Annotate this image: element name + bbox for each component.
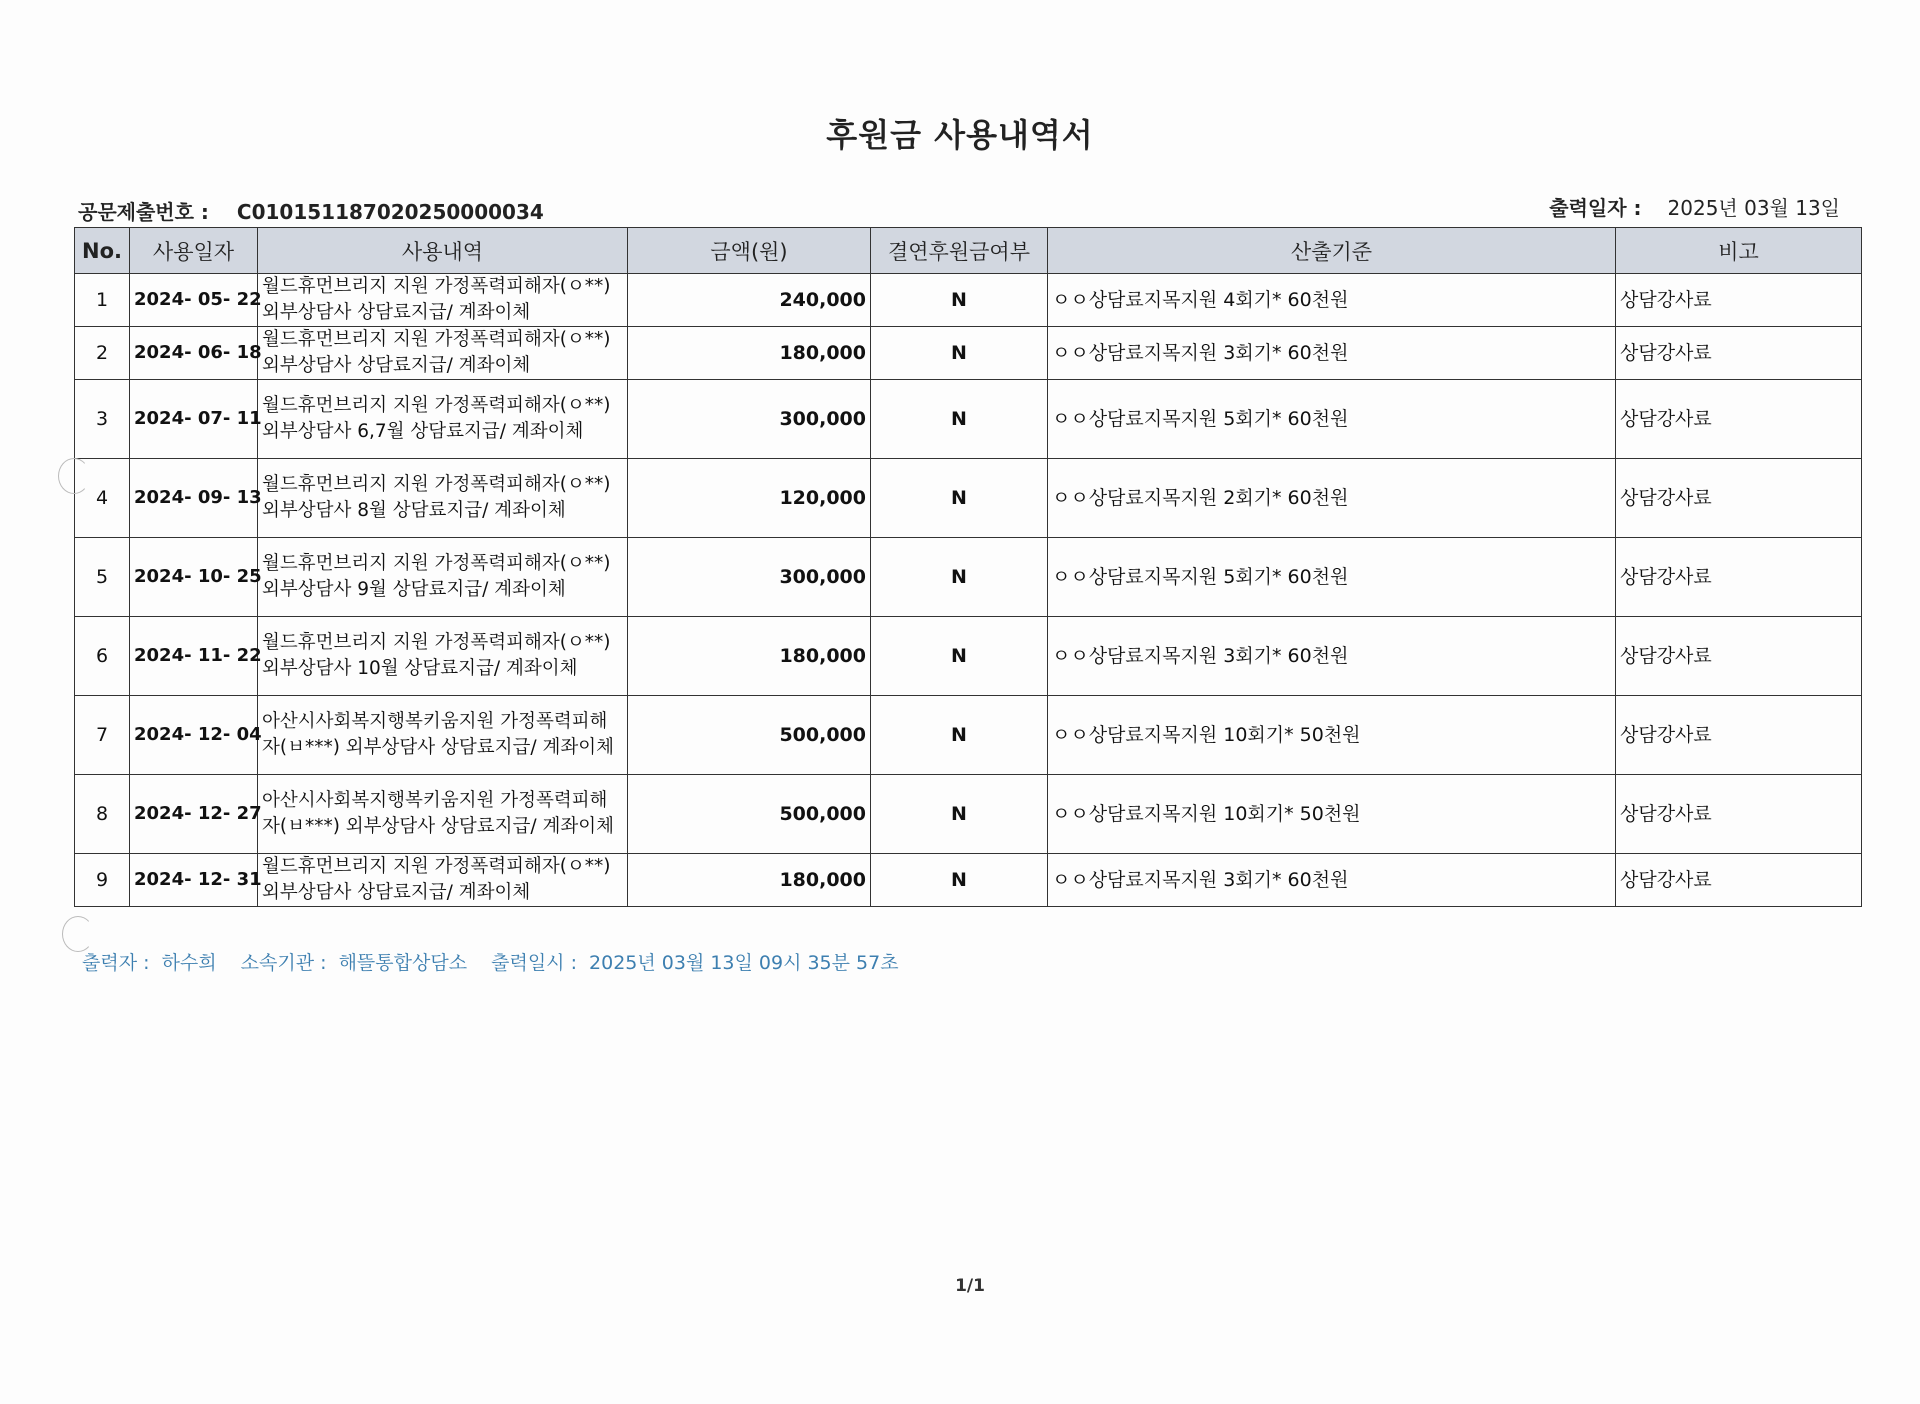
- org-label: 소속기관 :: [240, 952, 327, 974]
- table-row: [75, 854, 1862, 907]
- cell-no: 9: [75, 854, 130, 907]
- cell-amount: 300,000: [628, 380, 871, 459]
- cell-date: 2024- 11- 22: [130, 617, 258, 696]
- printer-label: 출력자 :: [82, 952, 150, 974]
- col-header-note: 비고: [1616, 228, 1862, 274]
- cell-amount: 300,000: [628, 538, 871, 617]
- cell-sponsorship-flag: N: [871, 327, 1048, 380]
- punch-hole-mark: [58, 458, 90, 494]
- cell-note: 상담강사료: [1616, 854, 1862, 907]
- cell-basis: ㅇㅇ상담료지목지원 5회기* 60천원: [1048, 380, 1616, 459]
- cell-description: 아산시사회복지행복키움지원 가정폭력피해자(ㅂ***) 외부상담사 상담료지급/ 계좌이체: [258, 696, 628, 775]
- printer-value: 하수희: [161, 952, 217, 974]
- doc-number-value: C010151187020250000034: [236, 200, 544, 224]
- cell-date: 2024- 10- 25: [130, 538, 258, 617]
- cell-basis: ㅇㅇ상담료지목지원 10회기* 50천원: [1048, 775, 1616, 854]
- cell-sponsorship-flag: N: [871, 854, 1048, 907]
- org-value: 해뜰통합상담소: [338, 952, 468, 974]
- cell-no: 8: [75, 775, 130, 854]
- cell-description: 월드휴먼브리지 지원 가정폭력피해자(ㅇ**) 외부상담사 상담료지급/ 계좌이체: [258, 327, 628, 380]
- page-number: 1/1: [955, 1276, 985, 1296]
- cell-sponsorship-flag: N: [871, 380, 1048, 459]
- cell-description: 월드휴먼브리지 지원 가정폭력피해자(ㅇ**) 외부상담사 상담료지급/ 계좌이체: [258, 274, 628, 327]
- cell-sponsorship-flag: N: [871, 696, 1048, 775]
- table-header-row: [75, 228, 1862, 274]
- col-header-amount: 금액(원): [628, 228, 871, 274]
- table-row: [75, 775, 1862, 854]
- cell-basis: ㅇㅇ상담료지목지원 3회기* 60천원: [1048, 617, 1616, 696]
- table-row: [75, 538, 1862, 617]
- cell-description: 월드휴먼브리지 지원 가정폭력피해자(ㅇ**) 외부상담사 8월 상담료지급/ 계좌이체: [258, 459, 628, 538]
- cell-amount: 180,000: [628, 327, 871, 380]
- table-row: [75, 274, 1862, 327]
- usage-table: [74, 227, 1862, 907]
- cell-date: 2024- 07- 11: [130, 380, 258, 459]
- page-title: 후원금 사용내역서: [826, 116, 1094, 154]
- cell-no: 2: [75, 327, 130, 380]
- cell-sponsorship-flag: N: [871, 459, 1048, 538]
- print-date-value: 2025년 03월 13일: [1667, 196, 1840, 220]
- cell-basis: ㅇㅇ상담료지목지원 10회기* 50천원: [1048, 696, 1616, 775]
- cell-note: 상담강사료: [1616, 380, 1862, 459]
- col-header-description: 사용내역: [258, 228, 628, 274]
- table-row: [75, 459, 1862, 538]
- print-date-label: 출력일자 :: [1549, 196, 1642, 220]
- cell-note: 상담강사료: [1616, 617, 1862, 696]
- cell-amount: 500,000: [628, 696, 871, 775]
- cell-date: 2024- 06- 18: [130, 327, 258, 380]
- cell-date: 2024- 12- 27: [130, 775, 258, 854]
- cell-note: 상담강사료: [1616, 538, 1862, 617]
- cell-basis: ㅇㅇ상담료지목지원 3회기* 60천원: [1048, 854, 1616, 907]
- print-date: [1549, 192, 1840, 221]
- cell-sponsorship-flag: N: [871, 274, 1048, 327]
- cell-amount: 180,000: [628, 617, 871, 696]
- cell-date: 2024- 12- 31: [130, 854, 258, 907]
- cell-basis: ㅇㅇ상담료지목지원 4회기* 60천원: [1048, 274, 1616, 327]
- cell-note: 상담강사료: [1616, 327, 1862, 380]
- cell-note: 상담강사료: [1616, 459, 1862, 538]
- cell-description: 아산시사회복지행복키움지원 가정폭력피해자(ㅂ***) 외부상담사 상담료지급/ 계좌이체: [258, 775, 628, 854]
- cell-date: 2024- 05- 22: [130, 274, 258, 327]
- cell-sponsorship-flag: N: [871, 617, 1048, 696]
- cell-amount: 120,000: [628, 459, 871, 538]
- punch-hole-mark: [62, 916, 94, 952]
- printed-at-value: 2025년 03월 13일 09시 35분 57초: [589, 952, 899, 974]
- cell-note: 상담강사료: [1616, 274, 1862, 327]
- cell-no: 6: [75, 617, 130, 696]
- cell-note: 상담강사료: [1616, 775, 1862, 854]
- cell-date: 2024- 12- 04: [130, 696, 258, 775]
- cell-date: 2024- 09- 13: [130, 459, 258, 538]
- cell-amount: 240,000: [628, 274, 871, 327]
- printed-at-label: 출력일시 :: [491, 952, 577, 974]
- cell-basis: ㅇㅇ상담료지목지원 2회기* 60천원: [1048, 459, 1616, 538]
- table-row: [75, 380, 1862, 459]
- cell-amount: 180,000: [628, 854, 871, 907]
- cell-sponsorship-flag: N: [871, 538, 1048, 617]
- cell-basis: ㅇㅇ상담료지목지원 3회기* 60천원: [1048, 327, 1616, 380]
- cell-description: 월드휴먼브리지 지원 가정폭력피해자(ㅇ**) 외부상담사 10월 상담료지급/ 계좌이체: [258, 617, 628, 696]
- cell-sponsorship-flag: N: [871, 775, 1048, 854]
- cell-no: 7: [75, 696, 130, 775]
- col-header-date: 사용일자: [130, 228, 258, 274]
- cell-description: 월드휴먼브리지 지원 가정폭력피해자(ㅇ**) 외부상담사 6,7월 상담료지급/ 계좌이체: [258, 380, 628, 459]
- col-header-basis: 산출기준: [1048, 228, 1616, 274]
- cell-basis: ㅇㅇ상담료지목지원 5회기* 60천원: [1048, 538, 1616, 617]
- cell-description: 월드휴먼브리지 지원 가정폭력피해자(ㅇ**) 외부상담사 9월 상담료지급/ 계좌이체: [258, 538, 628, 617]
- doc-number-label: 공문제출번호 :: [78, 200, 209, 224]
- cell-amount: 500,000: [628, 775, 871, 854]
- table-row: [75, 696, 1862, 775]
- table-row: [75, 617, 1862, 696]
- cell-no: 5: [75, 538, 130, 617]
- col-header-no: No.: [75, 228, 130, 274]
- table-row: [75, 327, 1862, 380]
- cell-note: 상담강사료: [1616, 696, 1862, 775]
- cell-no: 1: [75, 274, 130, 327]
- col-header-sponsorship-flag: 결연후원금여부: [871, 228, 1048, 274]
- cell-no: 4: [75, 459, 130, 538]
- cell-description: 월드휴먼브리지 지원 가정폭력피해자(ㅇ**) 외부상담사 상담료지급/ 계좌이체: [258, 854, 628, 907]
- doc-number: [78, 196, 544, 225]
- cell-no: 3: [75, 380, 130, 459]
- print-footer: [82, 948, 917, 975]
